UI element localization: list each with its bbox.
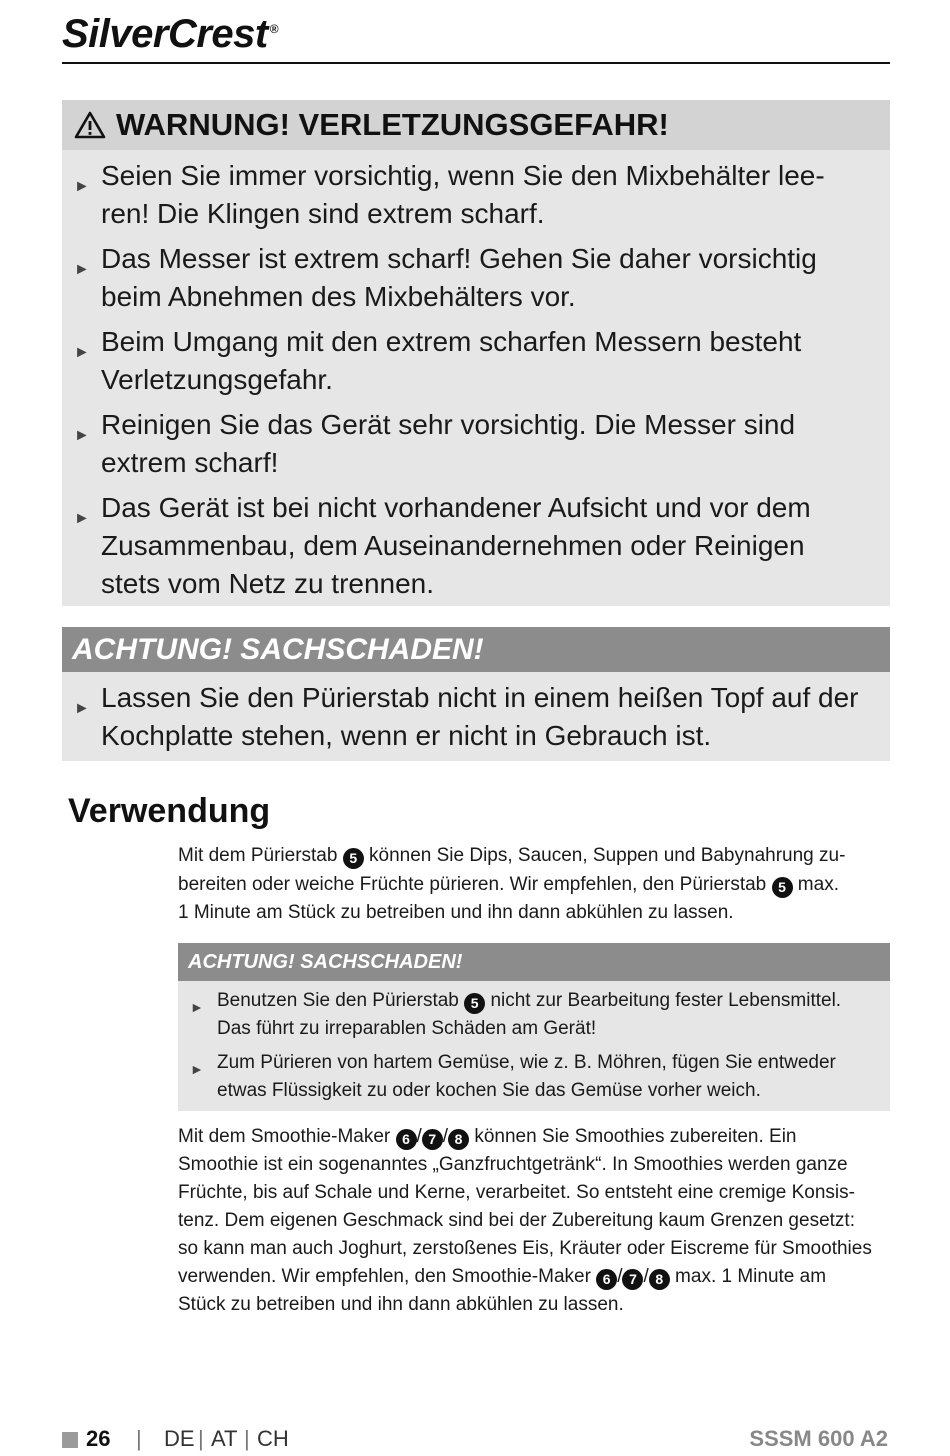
item-line: Beim Umgang mit den extrem scharfen Messern besteht xyxy=(101,326,802,357)
item-line: stets vom Netz zu trennen. xyxy=(101,568,435,599)
warning-box xyxy=(62,100,890,606)
part-number-badge: 5 xyxy=(464,993,485,1014)
text: 1 Minute am Stück zu betreiben und ihn dann abkühlen zu lassen. xyxy=(178,902,734,923)
item-line: Kochplatte stehen, wenn er nicht in Gebrauch ist. xyxy=(101,720,712,751)
triangle-right-icon: ► xyxy=(74,178,90,195)
part-number-badge: 5 xyxy=(772,877,793,898)
item-line: ren! Die Klingen sind extrem scharf. xyxy=(101,198,545,229)
list-item xyxy=(62,679,890,755)
triangle-right-icon: ► xyxy=(74,700,90,717)
model-number: SSSM 600 A2 xyxy=(749,1426,888,1451)
page-marker-square xyxy=(62,1432,78,1448)
text: / xyxy=(617,1266,623,1287)
footer-lang-de: DE xyxy=(164,1426,195,1451)
item-line: Das Messer ist extrem scharf! Gehen Sie daher vorsichtig xyxy=(101,243,817,274)
warning-header xyxy=(62,100,890,150)
header-rule xyxy=(62,62,890,64)
footer-separator: | xyxy=(198,1426,204,1451)
text: nicht zur Bearbeitung fester Lebensmittel. xyxy=(485,990,842,1011)
list-item xyxy=(62,489,890,603)
text: etwas Flüssigkeit zu oder kochen Sie das Gemüse vorher weich. xyxy=(217,1080,761,1101)
caution-list xyxy=(178,987,890,1105)
text: bereiten oder weiche Früchte pürieren. Wir empfehlen, den Pürierstab xyxy=(178,873,772,895)
warning-list xyxy=(62,157,890,603)
item-line: Verletzungsgefahr. xyxy=(101,364,333,395)
part-number-badge: 6 xyxy=(396,1129,417,1150)
warning-triangle-icon xyxy=(74,111,106,139)
item-line: Zusammenbau, dem Auseinandernehmen oder Reinigen xyxy=(101,530,805,561)
text: Das führt zu irreparablen Schäden am Gerät! xyxy=(217,1018,597,1039)
text: Benutzen Sie den Pürierstab xyxy=(217,990,465,1011)
text: verwenden. Wir empfehlen, den Smoothie-Maker xyxy=(178,1266,597,1287)
caution-box xyxy=(62,627,890,761)
part-number-badge: 8 xyxy=(649,1269,670,1290)
list-item xyxy=(178,987,890,1043)
caution-title: ACHTUNG! SACHSCHADEN! xyxy=(62,627,890,672)
triangle-right-icon: ► xyxy=(74,344,90,361)
brand-logo xyxy=(62,12,278,57)
text: / xyxy=(416,1126,422,1147)
page-number: 26 xyxy=(86,1426,111,1451)
part-number-badge: 6 xyxy=(596,1269,617,1290)
caution-list xyxy=(62,679,890,755)
part-number-badge: 5 xyxy=(343,848,364,869)
text: tenz. Dem eigenen Geschmack sind bei der Zubereitung kaum Grenzen gesetzt: xyxy=(178,1210,855,1231)
list-item xyxy=(62,157,890,233)
triangle-right-icon: ► xyxy=(74,510,90,527)
list-item xyxy=(62,323,890,399)
text: können Sie Dips, Saucen, Suppen und Babynahrung zu- xyxy=(363,845,846,866)
text: max. 1 Minute am xyxy=(669,1266,827,1287)
text: / xyxy=(442,1126,449,1147)
list-item xyxy=(178,1049,890,1105)
paragraph-1 xyxy=(178,842,878,928)
registered-mark: ® xyxy=(269,21,279,36)
item-line: Seien Sie immer vorsichtig, wenn Sie den Mixbehälter lee- xyxy=(101,160,825,191)
caution-title: ACHTUNG! SACHSCHADEN! xyxy=(178,943,890,981)
item-line: beim Abnehmen des Mixbehälters vor. xyxy=(101,281,576,312)
text: Zum Pürieren von hartem Gemüse, wie z. B. Möhren, fügen Sie entweder xyxy=(217,1052,836,1073)
text: Smoothie ist ein sogenanntes „Ganzfruchtgetränk“. In Smoothies werden ganze xyxy=(178,1154,848,1175)
text: Stück zu betreiben und ihn dann abkühlen zu lassen. xyxy=(178,1294,624,1315)
item-line: Lassen Sie den Pürierstab nicht in einem heißen Topf auf der xyxy=(101,682,859,713)
footer-separator: | xyxy=(244,1426,250,1451)
part-number-badge: 7 xyxy=(622,1269,643,1290)
text: Mit dem Smoothie-Maker xyxy=(178,1126,396,1147)
text: Früchte, bis auf Schale und Kerne, verarbeitet. So entsteht eine cremige Konsis- xyxy=(178,1182,855,1203)
list-item xyxy=(62,406,890,482)
paragraph-2 xyxy=(178,1123,878,1319)
item-line: Das Gerät ist bei nicht vorhandener Aufsicht und vor dem xyxy=(101,492,811,523)
footer-lang-ch: CH xyxy=(257,1426,289,1451)
warning-title: WARNUNG! VERLETZUNGSGEFAHR! xyxy=(116,107,669,142)
section-title: Verwendung xyxy=(68,792,271,830)
caution-box-small xyxy=(178,943,890,1111)
item-line: Reinigen Sie das Gerät sehr vorsichtig. Die Messer sind xyxy=(101,409,796,440)
text: Mit dem Pürierstab xyxy=(178,845,343,866)
text: max. xyxy=(792,873,839,895)
list-item xyxy=(62,240,890,316)
footer-separator: | xyxy=(136,1426,142,1451)
part-number-badge: 8 xyxy=(448,1129,469,1150)
text: so kann man auch Joghurt, zerstoßenes Eis, Kräuter oder Eiscreme für Smoothies xyxy=(178,1238,872,1259)
footer-lang-at: AT xyxy=(211,1426,238,1451)
item-line: extrem scharf! xyxy=(101,447,279,478)
triangle-right-icon: ► xyxy=(74,427,90,444)
text: können Sie Smoothies zubereiten. Ein xyxy=(469,1126,797,1147)
triangle-right-icon: ► xyxy=(190,1061,204,1077)
brand-name: SilverCrest xyxy=(62,12,268,56)
text: / xyxy=(643,1266,649,1287)
triangle-right-icon: ► xyxy=(74,261,90,278)
triangle-right-icon: ► xyxy=(190,999,204,1015)
part-number-badge: 7 xyxy=(422,1129,443,1150)
